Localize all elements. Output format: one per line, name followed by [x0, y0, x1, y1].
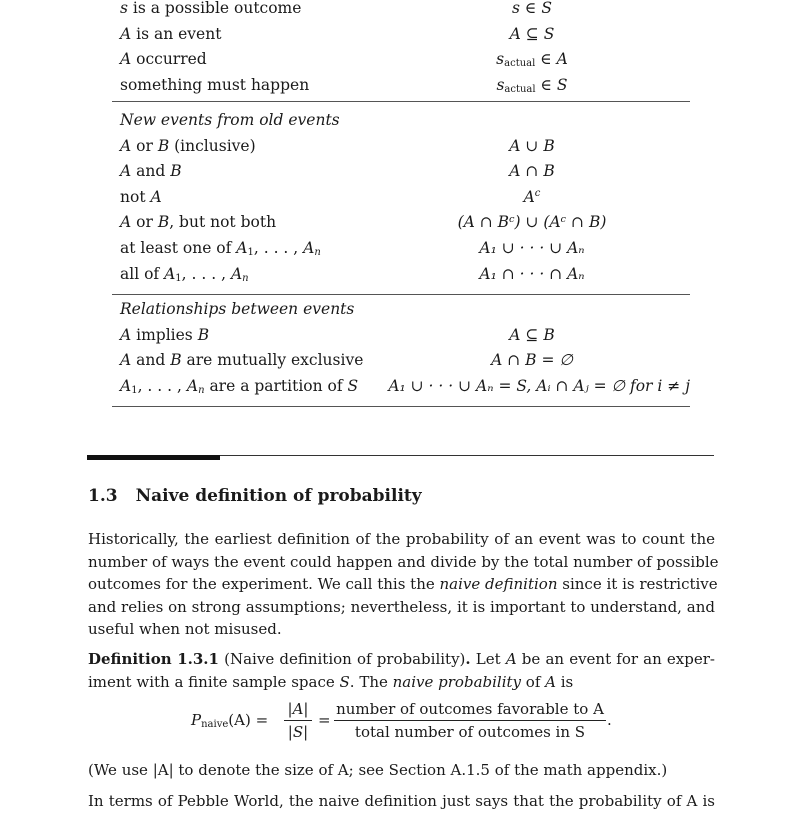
row-text: A occurred — [120, 50, 207, 69]
section-divider-accent — [87, 455, 220, 460]
row-math: $s_{actual}$ ∈ S — [496, 75, 568, 95]
row-math: A ⊆ B — [509, 325, 555, 344]
row-text: A and B are mutually exclusive — [120, 351, 364, 370]
row-math: A₁ ∩ · · · ∩ Aₙ — [479, 264, 585, 283]
section-heading: 1.3 Naive definition of probability — [88, 486, 422, 506]
fraction-outcomes: number of outcomes favorable to A total number of outcomes in S — [334, 700, 606, 741]
table-row — [112, 47, 690, 73]
fraction-size: |A| |S| — [284, 700, 312, 741]
table-rule — [112, 101, 690, 102]
table-row — [112, 73, 690, 99]
table-row — [112, 323, 690, 349]
table-row — [112, 0, 690, 22]
row-text: A or B, but not both — [120, 213, 277, 232]
row-math: A ∩ B — [509, 162, 555, 181]
events-table — [112, 0, 690, 102]
note: (We use |A| to denote the size of A; see Section A.1.5 of the math appendix.) — [88, 761, 668, 779]
table-row — [112, 134, 690, 160]
row-text: A is an event — [120, 24, 222, 43]
row-text: not A — [120, 187, 162, 206]
row-text: A implies B — [120, 325, 210, 344]
cut-line: In terms of Pebble World, the naive definition just says that the probability of A is — [88, 792, 715, 810]
paragraph: Historically, the earliest definition of the probability of an event was to count the number of ways the event could happen and divide by the total number of possible outcomes for the experiment. We call this the naive definition since it is restrictive and relies on strong assumptions; nevertheless, it is important to understand, and useful when not misused. — [88, 530, 719, 638]
events-table-new — [112, 108, 690, 287]
paragraph-line-italic: outcomes for the experiment. We call this the naive definition since it is restrictive — [88, 575, 718, 593]
row-math: A ∪ B — [509, 136, 555, 155]
row-math: (A ∩ Bᶜ) ∪ (Aᶜ ∩ B) — [457, 213, 607, 232]
row-math: s ∈ S — [512, 0, 552, 17]
table-row — [112, 262, 690, 288]
table-row — [112, 210, 690, 236]
table-section-heading: Relationships between events — [120, 300, 355, 318]
naive-probability-formula: $P_{naive}(A)$ = |A| |S| = number of outcomes favorable to A total number of outcomes in S . — [191, 700, 612, 741]
definition: Definition 1.3.1 (Naive definition of probability). Let A be an event for an exper- iment with a finite sample space S. The naive probability of A is — [88, 650, 715, 691]
table-row — [112, 374, 690, 400]
row-text: s is a possible outcome — [120, 0, 302, 17]
table-row — [112, 22, 690, 48]
row-text: $A_1$, . . . , $A_n$ are a partition of S — [120, 376, 359, 396]
events-table-relationships — [112, 297, 690, 399]
row-text: A and B — [120, 162, 182, 181]
row-math: $A^c$ — [523, 187, 541, 206]
row-text: all of $A_1$, . . . , $A_n$ — [120, 264, 249, 284]
table-row — [112, 185, 690, 211]
table-rule — [112, 406, 690, 407]
row-math: A ⊆ S — [509, 24, 555, 43]
row-text: something must happen — [120, 75, 310, 94]
row-math: A₁ ∪ · · · ∪ Aₙ — [479, 238, 585, 257]
table-rule — [112, 294, 690, 295]
table-section-heading: New events from old events — [120, 111, 340, 129]
table-row — [112, 159, 690, 185]
row-math: A₁ ∪ · · · ∪ Aₙ = S, Aᵢ ∩ Aⱼ = ∅ for i ≠ j — [388, 376, 690, 395]
table-row — [112, 236, 690, 262]
row-text: A or B (inclusive) — [120, 136, 256, 155]
row-math: A ∩ B = ∅ — [491, 351, 573, 370]
row-math: $s_{actual}$ ∈ A — [496, 50, 568, 70]
row-text: at least one of $A_1$, . . . , $A_n$ — [120, 238, 321, 258]
table-row — [112, 348, 690, 374]
